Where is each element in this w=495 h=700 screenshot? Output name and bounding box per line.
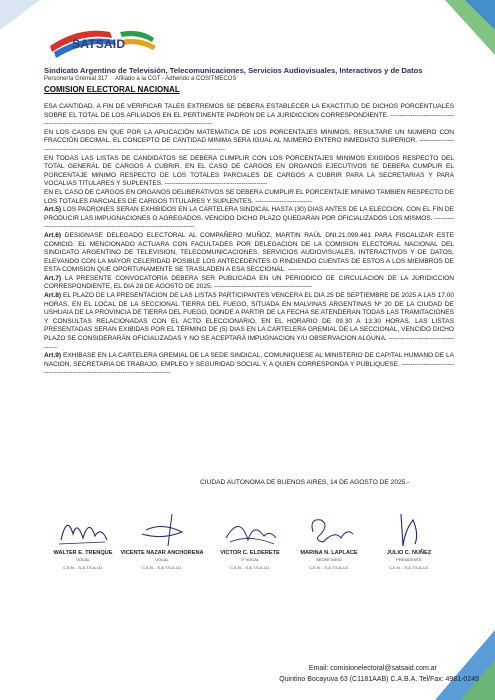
signer-org: C.E.N. - S.A.T.S.A.I.D. [389,565,429,570]
handwritten-signature [379,510,439,550]
signer-name: JULIO C. NUÑEZ [386,550,432,556]
article-text: EL PLAZO DE LA PRESENTACION DE LAS LISTAS PARTICIPANTES VENCERA EL DIA 25 DE SEPTIEMBRE DE 2025 A LAS 17.00 HORAS, EN EL LOCAL DE LA SECCIONAL TIERRA DEL FUEGO, SITUADA EN MALVINAS ARGENTINAS Nº 20 DE LA CIUDAD DE USHUAIA DE LA PROVINCIA DE TIERRA DEL FUEGO, DONDE A PARTIR DE LA FECHA SE ATENDERAN TODAS LAS TRAMITACIONES Y CONSULTAS RELACIONADAS CON EL ACTO ELECCIONARIO, EN EL HORARIO DE 09.30 A 13.30 HORAS. LAS LISTAS PRESENTADAS SERAN EXIBIDAS POR EL TÉRMINO DE (5) DIAS EN LA CARTELERA GREMIAL DE LA SECCIONAL, VENCIDO DICHO PLAZO SE CONSIDERARÁN OFICIALIZADAS Y NO SE ACEPTARÁ IMPUGNACION Y/U OBSERVACION ALGUNA. ------------------------------------ [44,292,454,351]
corner-decoration-bottom-right [405,610,495,700]
signature-block [376,510,442,570]
signer-role: VOCAL [155,557,169,562]
paragraph: EN TODAS LAS LISTAS DE CANDIDATOS SE DEBERA CUMPLIR CON LOS PORCENTAJES MINIMOS EXIGIDOS RESPECTO DEL TOTAL GENERAL DE CARGOS A CUBRIR. EN EL CASO DE CARGOS EN ORGANOS EJECUTIVOS SE DEBERA CUMPLIR EL PORCENTAJE MINIMO RESPECTO DE LOS TOTALES PARCIALES DE CARGOS A CUBRIR PARA LA SECRETARIAS Y PARA VOCALIAS TITULARES Y SUPLENTES. ----------------------------------------------- [44,154,454,188]
document-body [44,103,454,378]
signature-block [48,510,118,570]
article-text: LA PRESENTE CONVOCATORIA DEBERA SER PUBLICADA EN UN PERIODICO DE CIRCULACION DE LA JURIDICCION CORRESPONDIENTE, EL DIA 28 DE AGOSTO DE 2025. --------------------------------------------- [44,274,454,291]
paragraph: EN EL CASO DE CARGOS EN ORGANOS DELIBERATIVOS SE DEBERA CUMPLIR EL PORCENTAJE MINIMO TAMBIEN RESPECTO DE LOS TOTALES PARCIALES DE CARGOS TITULARES Y SUPLENTES. -------------------------- [44,188,454,205]
org-subtitle [44,76,242,82]
footer-address: Quintino Bocayuva 63 (C1181AAB) C.A.B.A. Tel/Fax: 4981-0249 [279,676,479,683]
signer-role: VOCAL [76,557,90,562]
org-subtitle-afiliado: Afiliado a la CGT - Adherido a COSITMECOS [115,76,237,82]
signature-block [118,510,206,570]
corner-decoration-top-left [0,0,40,40]
signer-role: SECRETARIO [316,557,342,562]
handwritten-signature [132,510,192,550]
paragraph: EN LOS CASOS EN QUE POR LA APLICACIÓN MATEMATICA DE LOS PORCENTAJES MINIMOS, RESULTARE UN NUMERO CON FRACCIÓN DECIMAL. EL CONCEPTO DE CANTIDAD MINIMA SERA IGUAL AL NUMERO ENTERO INMEDIATO SUPERIOR. --------------------------------------------------------------------------------------------------- [44,128,454,153]
article-5 [44,206,454,232]
article-label: Art.7) [44,274,62,282]
signer-org: C.E.N. - S.A.T.S.A.I.D. [309,565,349,570]
handwritten-signature [299,510,359,550]
corner-decoration-top-right [425,0,495,70]
article-8 [44,292,454,352]
signature-block [290,510,368,570]
article-6 [44,232,454,275]
article-text: LOS PADRONES SERAN EXHIBIDOS EN LA CARTELERA SINDICAL HASTA (30) DIAS ANTES DE LA ELECCION, CON EL FIN DE PRODUCIR LAS IMPUGNACIONES O AGREGADOS. VENCIDO DICHO PLAZO QUEDARAN POR OFICIALIZADOS LOS MISMOS. ------------------------------------------------------------------------------ [44,206,454,231]
footer-email: Email: comisionelectoral@satsaid.com.ar [308,665,437,672]
org-subtitle-personeria: Personería Gremial 317 [44,76,108,82]
article-9 [44,352,454,378]
signer-name: WALTER E. TRENQUE [53,550,113,556]
signer-name: VICENTE NAZAR ANCHORENA [120,550,204,556]
committee-title: COMISION ELECTORAL NACIONAL [44,85,180,94]
signer-org: C.E.N. - S.A.T.S.A.I.D. [230,565,270,570]
signer-org: C.E.N. - S.A.T.S.A.I.D. [63,565,103,570]
article-label: Art.8) [44,292,62,300]
signer-role: PRESIDENTE [396,557,422,562]
date-line: CIUDAD AUTONOMA DE BUENOS AIRES, 14 DE AGOSTO DE 2025.- [200,479,410,486]
signer-name: VICTOR C. ELDERETE [220,550,280,556]
article-7 [44,275,454,292]
article-label: Art.6) [44,231,62,239]
handwritten-signature [220,510,280,550]
article-text: DESIGNASE DELEGADO ELECTORAL AL COMPAÑERO MUÑOZ, MARTIN RAÚL DNI.21.099.461 PARA FISCALIZAR ESTE COMICIO. EL MENCIONADO ACTUARA CON FACULTADES POR DELEGACION DE LA COMISION ELECTORAL NACIONAL DEL SINDICATO ARGENTINO DE TELEVISION, TELECOMUNICACIONES, SERVICIOS AUDIOVISUALES, INTERACTIVOS Y DE DATOS, ELEVANDO CON LA MAYOR CELERIDAD POSIBLE LOS ANTECEDENTES O RINDIENDO CUENTAS DE ESTOS A LOS MIEMBROS DE ESTA COMISION QUE OPORTUNAMENTE SE TRASLADEN A ESA SECCIONAL. ------------------------------------------------------------------ [44,231,454,274]
article-label: Art.9) [44,352,62,360]
paragraph: ESA CANTIDAD. A FIN DE VERIFICAR TALES EXTREMOS SE DEBERA ESTABLECER LA EXACTITUD DE DICHOS PORCENTUALES SOBRE EL TOTAL DE LOS AFILIADOS EN EL PERTINENTE PADRON DE LA JURIDICCION CORRESPONDIENTE. ---------------------------------------------------------------------------------------------------------- [44,103,454,128]
signer-name: MARINA N. LAPLACE [300,550,358,556]
signer-org: C.E.N. - S.A.T.S.A.I.D. [142,565,182,570]
signature-block [215,510,285,570]
article-text: EXHIBASE EN LA CARTELERA GREMIAL DE LA SEDE SINDICAL, COMUNIQUESE AL MINISTERIO DE CAPITAL HUMANO DE LA NACION, SECRETARIA DE TRABAJO, EMPLEO Y SEGURIDAD SOCIAL Y, A QUIEN CORRESPONDA Y PUBLIQUESE. ---------------------------------------------------------------------------------- [44,352,454,377]
article-label: Art.5) [44,206,62,214]
org-name: Sindicato Argentino de Televisión, Telecomunicaciones, Servicios Audiovisuales, Interactivos y de Datos [44,66,423,75]
logo-text: SATSAID [72,37,126,51]
signer-role: 1º VOCAL [240,557,260,562]
handwritten-signature [53,510,113,550]
